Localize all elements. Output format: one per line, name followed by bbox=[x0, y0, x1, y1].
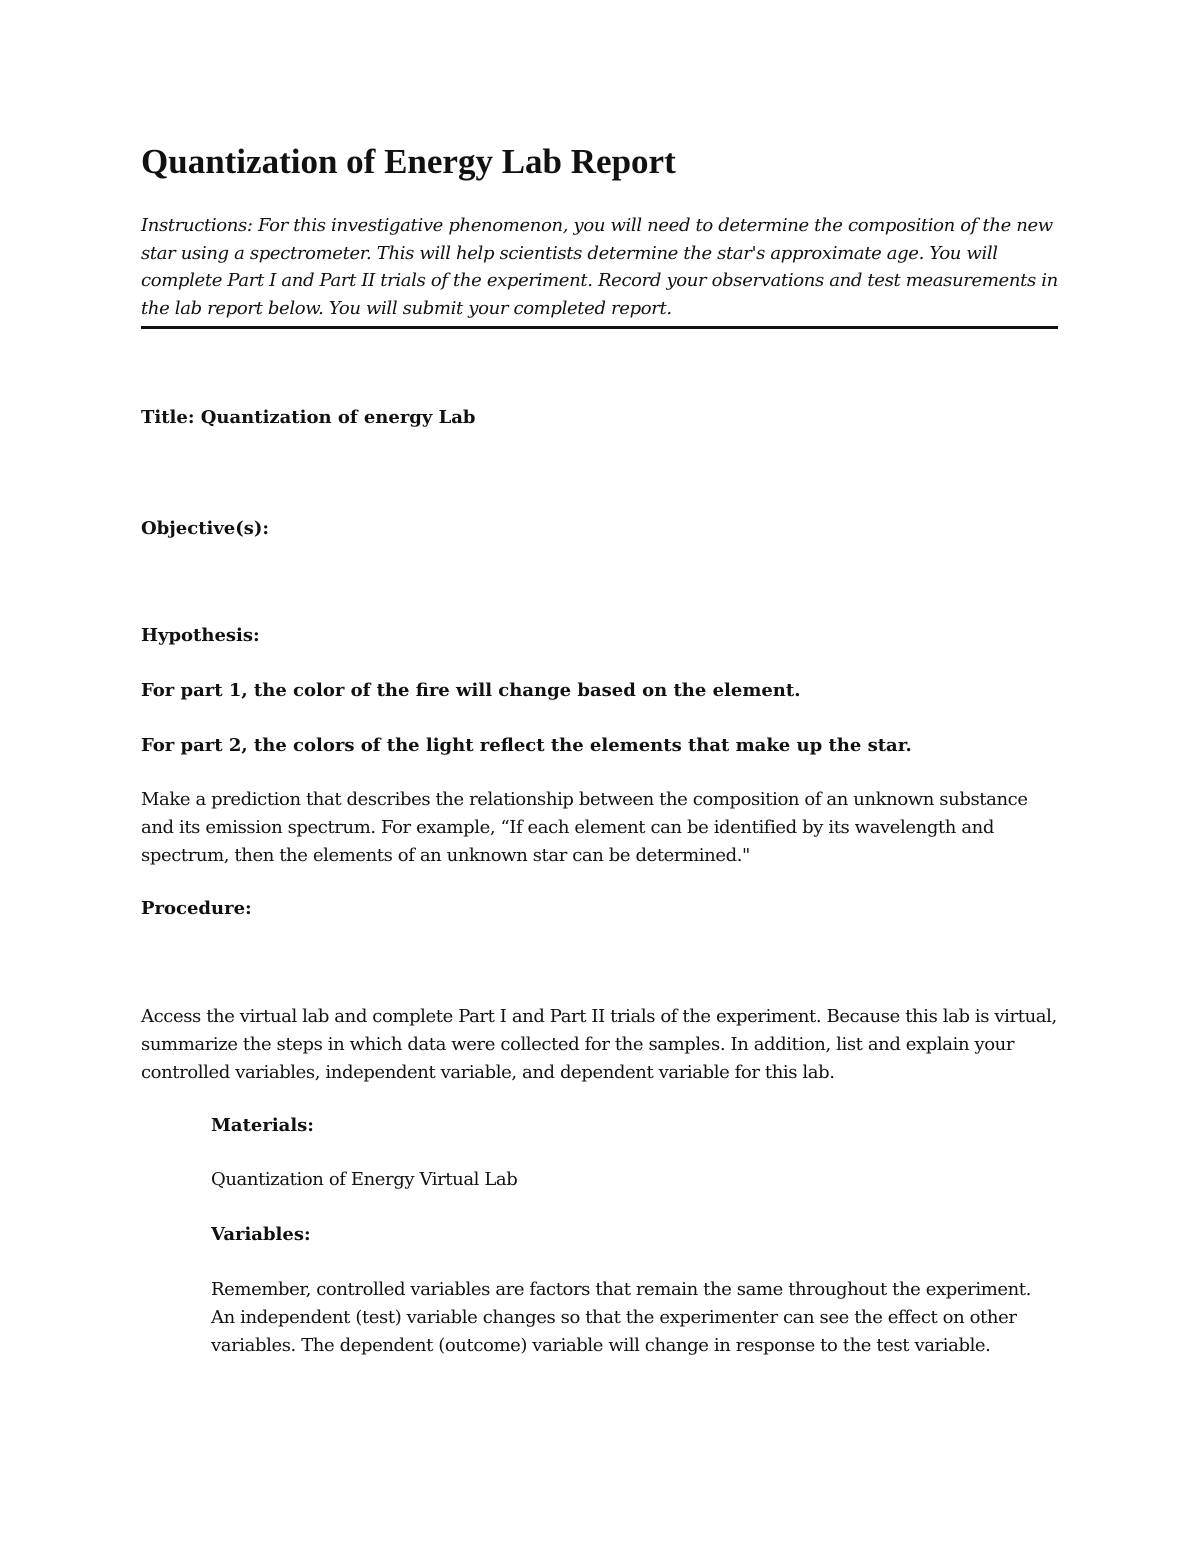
report-title: Title: Quantization of energy Lab bbox=[141, 407, 476, 428]
hypothesis-heading: Hypothesis: bbox=[141, 625, 260, 646]
instructions-text: Instructions: For this investigative phenomenon, you will need to determine the composition of the new star using a spectrometer. This will help scientists determine the star's approximate age. You will complete Part I and Part II trials of the experiment. Record your observations and test measurements in the lab report below. You will submit your completed report. bbox=[141, 212, 1058, 329]
materials-text: Quantization of Energy Virtual Lab bbox=[211, 1169, 518, 1190]
procedure-heading: Procedure: bbox=[141, 898, 252, 919]
variables-heading: Variables: bbox=[211, 1224, 311, 1245]
variables-text: Remember, controlled variables are factors that remain the same throughout the experiment. An independent (test) variable changes so that the experimenter can see the effect on other variables. The dependent (outcome) variable will change in response to the test variable. bbox=[211, 1279, 1031, 1356]
hypothesis-part2: For part 2, the colors of the light reflect the elements that make up the star. bbox=[141, 735, 912, 756]
procedure-text: Access the virtual lab and complete Part I and Part II trials of the experiment. Because this lab is virtual, summarize the steps in which data were collected for the samples. In addition, list and explain your controlled variables, independent variable, and dependent variable for this lab. bbox=[141, 1006, 1057, 1083]
materials-heading: Materials: bbox=[211, 1115, 314, 1136]
hypothesis-prompt: Make a prediction that describes the relationship between the composition of an unknown substance and its emission spectrum. For example, “If each element can be identified by its wavelength and spectrum, then the elements of an unknown star can be determined." bbox=[141, 789, 1028, 866]
hypothesis-part1: For part 1, the color of the fire will change based on the element. bbox=[141, 680, 801, 701]
document-title: Quantization of Energy Lab Report bbox=[141, 142, 676, 181]
objectives-heading: Objective(s): bbox=[141, 518, 270, 539]
